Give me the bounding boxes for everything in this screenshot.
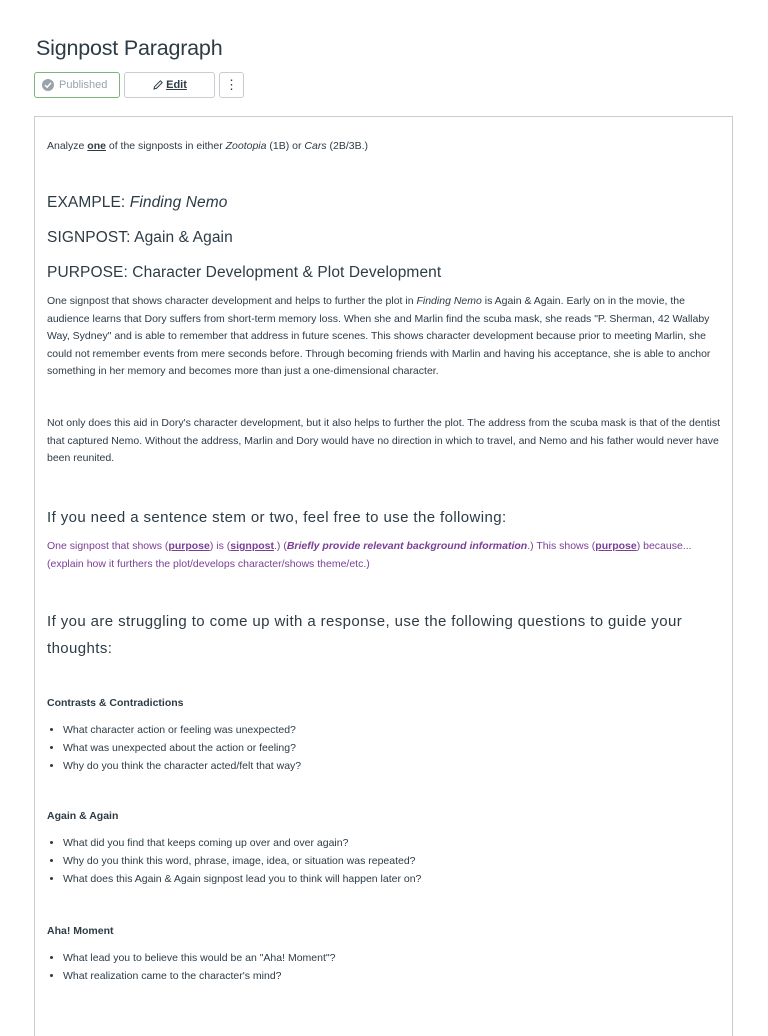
example-label: EXAMPLE: [47, 194, 130, 211]
list-item: • What realization came to the character's mind? [63, 967, 722, 985]
question-list [47, 949, 722, 985]
question-list [47, 721, 722, 775]
stem-text: .) This shows ( [527, 540, 596, 552]
edit-label: Edit [166, 79, 187, 91]
edit-button[interactable] [124, 72, 215, 98]
example-paragraph-1 [47, 293, 722, 381]
section-title: Again & Again [47, 810, 119, 822]
stem-text: ) is ( [209, 540, 231, 552]
example-paragraph-2: Not only does this aid in Dory's character development, but it also helps to further the plot. The address from the scuba mask is that of the dentist that captured Nemo. Without the address, Marlin and Dory would have no direction in which to travel, and Nemo and his father would never have been reunited. [47, 417, 720, 464]
question-list [47, 834, 722, 888]
published-label: Published [59, 79, 108, 91]
intro-text-part: Analyze [47, 140, 88, 152]
intro-emphasis: one [87, 140, 106, 152]
list-item: • What was unexpected about the action or feeling? [63, 739, 722, 757]
page-title: Signpost Paragraph [36, 36, 223, 60]
published-button[interactable] [34, 72, 120, 98]
paragraph-text: is Again & Again. Early on in the movie, the audience learns that Dory suffers from short-term memory loss. When she and Marlin find the scuba mask, she reads "P. Sherman, 42 Wallaby Way, Sydney" and is able to remember that address in future scenes. This shows character development because prior to meeting Marlin, she could not remember events from mere seconds before. Through becoming friends with Marlin and having his acceptance, she is able to anchor something in her memory and becomes more than just a one-dimensional character. [47, 295, 711, 377]
stem-keyword: purpose [595, 540, 637, 552]
stem-text: One signpost that shows ( [47, 540, 169, 552]
aha-moment-section [47, 925, 722, 985]
again-and-again-section [47, 810, 722, 888]
example-title: Finding Nemo [129, 194, 228, 211]
sentence-stem [47, 538, 722, 573]
list-item: • What lead you to believe this would be an "Aha! Moment"? [63, 949, 722, 967]
intro-text-part: (2B/3B.) [326, 140, 369, 152]
stem-background-info: Briefly provide relevant background information [286, 540, 528, 552]
purpose-heading: PURPOSE: Character Development & Plot Development [47, 264, 442, 281]
section-title: Contrasts & Contradictions [47, 697, 184, 709]
list-item: • Why do you think the character acted/felt that way? [63, 757, 722, 775]
assignment-content [34, 116, 733, 1036]
list-item: • Why do you think this word, phrase, image, idea, or situation was repeated? [63, 852, 722, 870]
pencil-icon [152, 79, 164, 91]
movie-title-zootopia: Zootopia [225, 140, 267, 152]
movie-title-cars: Cars [304, 140, 327, 152]
stem-text: ) because... (explain how it furthers the plot/develops character/shows theme/etc.) [47, 540, 692, 570]
section-title: Aha! Moment [47, 925, 114, 937]
check-circle-icon [42, 79, 54, 91]
contrasts-section [47, 697, 722, 775]
paragraph-text: One signpost that shows character development and helps to further the plot in [47, 295, 417, 307]
intro-text-part: of the signposts in either [105, 140, 226, 152]
list-item: • What did you find that keeps coming up over and over again? [63, 834, 722, 852]
more-options-button[interactable] [219, 72, 244, 98]
example-heading [47, 194, 227, 212]
movie-title-finding-nemo: Finding Nemo [416, 295, 482, 307]
guiding-questions-heading: If you are struggling to come up with a response, use the following questions to guide your thoughts: [47, 613, 683, 657]
stem-keyword: purpose [168, 540, 210, 552]
signpost-heading: SIGNPOST: Again & Again [47, 229, 233, 246]
list-item: • What does this Again & Again signpost lead you to think will happen later on? [63, 870, 722, 888]
intro-text [47, 138, 368, 156]
sentence-stem-heading: If you need a sentence stem or two, feel free to use the following: [47, 509, 507, 526]
kebab-menu-icon: ⋮ [225, 77, 238, 92]
intro-text-part: (1B) or [266, 140, 305, 152]
stem-keyword: signpost [230, 540, 274, 552]
stem-text: .) ( [274, 540, 287, 552]
list-item: • What character action or feeling was unexpected? [63, 721, 722, 739]
